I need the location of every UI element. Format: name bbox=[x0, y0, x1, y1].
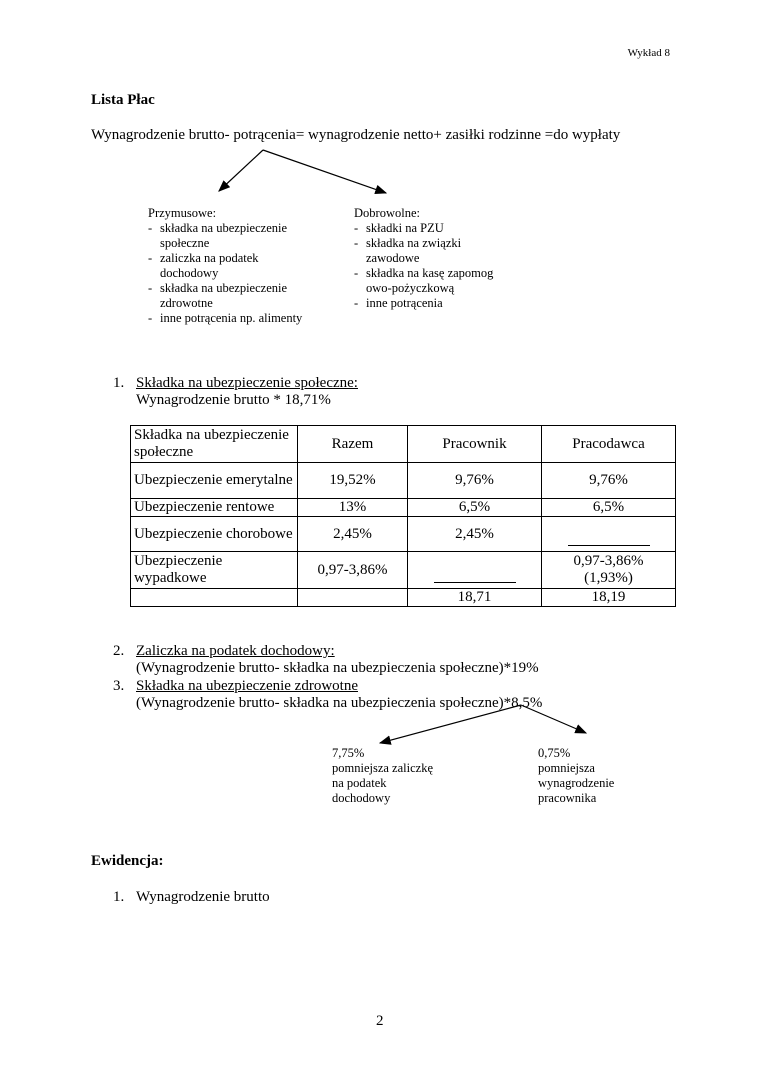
note-line: na podatek bbox=[332, 776, 387, 790]
cell: 2,45% bbox=[408, 517, 542, 552]
cell: Ubezpieczenie emerytalne bbox=[131, 463, 298, 499]
section-title: Składka na ubezpieczenie społeczne: bbox=[136, 375, 358, 391]
table-header-row bbox=[131, 426, 676, 463]
note-line: dochodowy bbox=[332, 791, 391, 805]
list-item: - składka na ubezpieczenie zdrowotne bbox=[148, 281, 318, 311]
list-item: - zaliczka na podatek dochodowy bbox=[148, 251, 318, 281]
arrow-left bbox=[219, 150, 263, 191]
percent: 0,75% bbox=[538, 746, 571, 760]
section-title: Zaliczka na podatek dochodowy: bbox=[136, 643, 335, 659]
health-right-note bbox=[538, 746, 614, 806]
note-line: wynagrodzenie bbox=[538, 776, 615, 790]
voluntary-heading: Dobrowolne: bbox=[354, 206, 420, 220]
section-number: 3. bbox=[113, 678, 125, 694]
cell: Ubezpieczenie rentowe bbox=[131, 499, 298, 517]
cell bbox=[298, 589, 408, 607]
section-title: Składka na ubezpieczenie zdrowotne bbox=[136, 678, 358, 694]
evidence-item: Wynagrodzenie brutto bbox=[136, 889, 270, 905]
note-line: pracownika bbox=[538, 791, 597, 805]
cell: Ubezpieczenie wypadkowe bbox=[131, 552, 298, 589]
table-header: Pracownik bbox=[408, 426, 542, 463]
table-header: Razem bbox=[298, 426, 408, 463]
lecture-header: Wykład 8 bbox=[627, 47, 670, 59]
mandatory-deductions bbox=[148, 206, 318, 326]
table-row bbox=[131, 589, 676, 607]
cell: 9,76% bbox=[408, 463, 542, 499]
page-number: 2 bbox=[376, 1013, 384, 1029]
cell-empty bbox=[542, 517, 676, 552]
voluntary-deductions bbox=[354, 206, 494, 311]
section-number: 1. bbox=[113, 375, 125, 391]
cell: 19,52% bbox=[298, 463, 408, 499]
table-row bbox=[131, 499, 676, 517]
list-item: - składka na związki zawodowe bbox=[354, 236, 494, 266]
note-line: pomniejsza bbox=[538, 761, 595, 775]
section-formula: (Wynagrodzenie brutto- składka na ubezpieczenia społeczne)*19% bbox=[136, 660, 539, 676]
table-header: Składka na ubezpieczenie społeczne bbox=[131, 426, 298, 463]
health-left-note bbox=[332, 746, 433, 806]
cell-empty bbox=[408, 552, 542, 589]
cell: 0,97-3,86% (1,93%) bbox=[542, 552, 676, 589]
table-header: Pracodawca bbox=[542, 426, 676, 463]
payroll-formula: Wynagrodzenie brutto- potrącenia= wynagrodzenie netto+ zasiłki rodzinne =do wypłaty bbox=[91, 127, 621, 143]
section-number: 1. bbox=[113, 889, 125, 905]
cell: 6,5% bbox=[542, 499, 676, 517]
cell: 18,71 bbox=[408, 589, 542, 607]
section-number: 2. bbox=[113, 643, 125, 659]
cell: 0,97-3,86% bbox=[298, 552, 408, 589]
list-item: - inne potrącenia bbox=[354, 296, 494, 311]
list-item: - inne potrącenia np. alimenty bbox=[148, 311, 318, 326]
section-formula: (Wynagrodzenie brutto- składka na ubezpieczenia społeczne)*8,5% bbox=[136, 695, 543, 711]
cell: Ubezpieczenie chorobowe bbox=[131, 517, 298, 552]
list-item: - składka na ubezpieczenie społeczne bbox=[148, 221, 318, 251]
cell: 9,76% bbox=[542, 463, 676, 499]
evidence-heading: Ewidencja: bbox=[91, 853, 164, 869]
page-title: Lista Płac bbox=[91, 92, 155, 108]
cell: 13% bbox=[298, 499, 408, 517]
cell: 6,5% bbox=[408, 499, 542, 517]
table-row bbox=[131, 517, 676, 552]
percent: 7,75% bbox=[332, 746, 365, 760]
cell: 2,45% bbox=[298, 517, 408, 552]
list-item: - składki na PZU bbox=[354, 221, 494, 236]
note-line: pomniejsza zaliczkę bbox=[332, 761, 433, 775]
contributions-table bbox=[130, 425, 676, 607]
cell bbox=[131, 589, 298, 607]
table-row bbox=[131, 552, 676, 589]
section-formula: Wynagrodzenie brutto * 18,71% bbox=[136, 392, 331, 408]
mandatory-heading: Przymusowe: bbox=[148, 206, 217, 220]
list-item: - składka na kasę zapomogowo-pożyczkową bbox=[354, 266, 494, 296]
table-row bbox=[131, 463, 676, 499]
cell: 18,19 bbox=[542, 589, 676, 607]
arrow-right bbox=[263, 150, 386, 193]
